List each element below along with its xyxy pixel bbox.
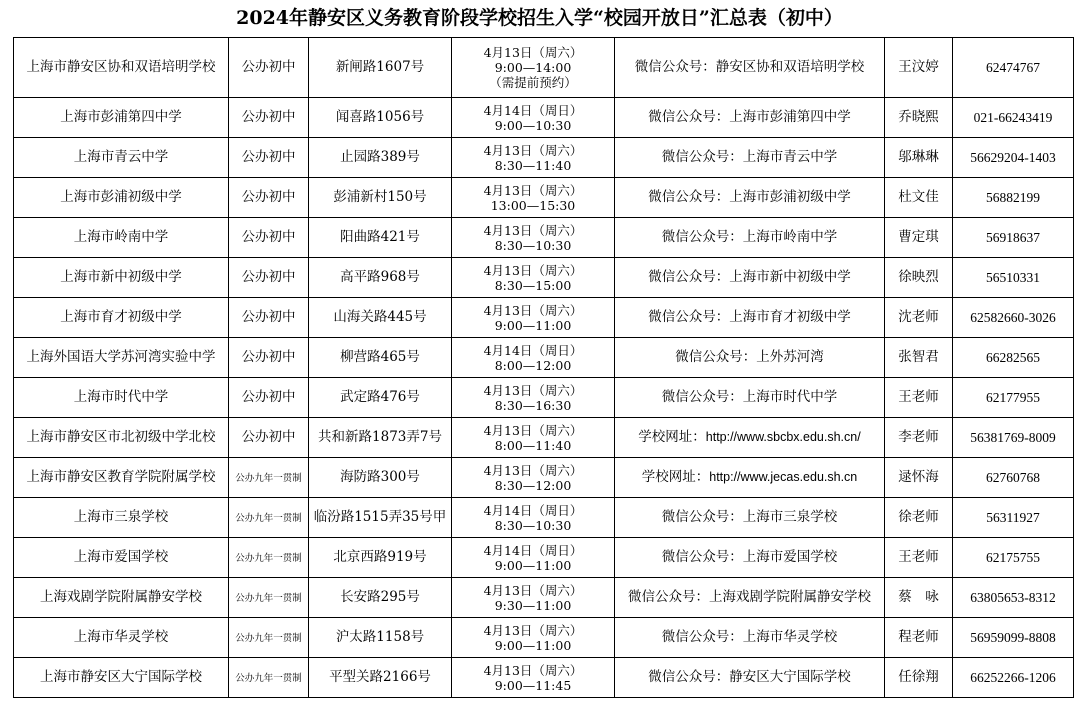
info-channel-label: 微信公众号： xyxy=(634,59,716,75)
contact-person-cell: 逯怀海 xyxy=(885,458,953,498)
address-cell: 闻喜路1056号 xyxy=(309,98,452,138)
contact-person-cell: 李老师 xyxy=(885,418,953,458)
wechat-account-name: 上海市青云中学 xyxy=(742,149,838,165)
school-type-cell xyxy=(229,138,309,178)
contact-person-cell: 王老师 xyxy=(885,538,953,578)
open-date: 4月13日（周六） xyxy=(483,182,583,198)
open-date: 4月14日（周日） xyxy=(483,542,583,558)
school-type-label: 公办初中 xyxy=(241,269,296,285)
phone-cell: 56629204-1403 xyxy=(953,138,1074,178)
wechat-account-name: 上海市时代中学 xyxy=(742,389,838,405)
wechat-account-name: 静安区协和双语培明学校 xyxy=(715,59,865,75)
address-cell: 山海关路445号 xyxy=(309,298,452,338)
phone-cell: 62760768 xyxy=(953,458,1074,498)
school-type-label: 公办九年一贯制 xyxy=(235,632,302,644)
open-hours: 9:00—14:00 xyxy=(494,60,572,75)
school-type-label: 公办九年一贯制 xyxy=(235,552,302,564)
open-date: 4月13日（周六） xyxy=(483,302,583,318)
address-cell: 彭浦新村150号 xyxy=(309,178,452,218)
info-channel-label: 微信公众号： xyxy=(661,149,743,165)
school-type-label: 公办初中 xyxy=(241,349,296,365)
school-website-link[interactable]: http://www.jecas.edu.sh.cn xyxy=(709,470,858,484)
open-date: 4月13日（周六） xyxy=(483,382,583,398)
address-cell: 长安路295号 xyxy=(309,578,452,618)
school-type-cell xyxy=(229,38,309,98)
school-name-cell: 上海市静安区教育学院附属学校 xyxy=(14,458,229,498)
school-type-cell xyxy=(229,178,309,218)
info-channel-cell xyxy=(615,498,885,538)
open-note: （需提前预约） xyxy=(489,75,577,90)
school-type-label: 公办九年一贯制 xyxy=(235,592,302,604)
open-time-cell xyxy=(452,298,615,338)
open-time-cell xyxy=(452,458,615,498)
info-channel-cell xyxy=(615,298,885,338)
info-channel-cell xyxy=(615,578,885,618)
open-date: 4月14日（周日） xyxy=(483,342,583,358)
open-day-table xyxy=(13,37,1074,698)
open-date: 4月13日（周六） xyxy=(483,422,583,438)
table-row xyxy=(14,378,1074,418)
contact-person-cell: 曹定琪 xyxy=(885,218,953,258)
wechat-account-name: 上海市新中初级中学 xyxy=(729,269,851,285)
open-hours: 8:30—10:30 xyxy=(494,237,572,253)
open-hours: 13:00—15:30 xyxy=(490,197,576,213)
table-row xyxy=(14,138,1074,178)
school-name-cell: 上海戏剧学院附属静安学校 xyxy=(14,578,229,618)
address-cell: 高平路968号 xyxy=(309,258,452,298)
school-type-cell xyxy=(229,578,309,618)
open-date: 4月13日（周六） xyxy=(483,262,583,278)
open-time-cell xyxy=(452,138,615,178)
contact-person-cell: 任徐翔 xyxy=(885,658,953,698)
info-channel-cell xyxy=(615,258,885,298)
open-hours: 9:00—11:45 xyxy=(494,677,572,693)
info-channel-label: 学校网址： xyxy=(641,469,710,485)
open-time-cell xyxy=(452,538,615,578)
open-date: 4月13日（周六） xyxy=(483,662,583,678)
open-time-cell xyxy=(452,578,615,618)
phone-cell: 63805653-8312 xyxy=(953,578,1074,618)
info-channel-label: 微信公众号： xyxy=(675,349,757,365)
phone-cell: 66282565 xyxy=(953,338,1074,378)
school-type-label: 公办初中 xyxy=(241,149,296,165)
school-name-cell: 上海市彭浦初级中学 xyxy=(14,178,229,218)
info-channel-cell xyxy=(615,178,885,218)
open-time-cell xyxy=(452,178,615,218)
phone-cell: 62582660-3026 xyxy=(953,298,1074,338)
info-channel-cell xyxy=(615,98,885,138)
address-cell: 海防路300号 xyxy=(309,458,452,498)
school-name-cell: 上海市三泉学校 xyxy=(14,498,229,538)
info-channel-label: 学校网址： xyxy=(638,429,706,445)
info-channel-cell xyxy=(615,338,885,378)
info-channel-cell xyxy=(615,538,885,578)
info-channel-label: 微信公众号： xyxy=(661,389,743,405)
table-body xyxy=(14,38,1074,698)
phone-cell: 62474767 xyxy=(953,38,1074,98)
phone-cell: 56918637 xyxy=(953,218,1074,258)
open-date: 4月13日（周六） xyxy=(483,582,583,598)
school-type-cell xyxy=(229,338,309,378)
school-type-label: 公办九年一贯制 xyxy=(235,472,302,484)
school-type-label: 公办初中 xyxy=(241,229,296,245)
table-row xyxy=(14,38,1074,98)
open-date: 4月14日（周日） xyxy=(483,502,583,518)
phone-cell: 56882199 xyxy=(953,178,1074,218)
open-date: 4月13日（周六） xyxy=(483,142,583,158)
open-date: 4月13日（周六） xyxy=(483,222,583,238)
open-hours: 8:30—15:00 xyxy=(494,277,572,293)
open-time-cell xyxy=(452,218,615,258)
open-time-cell xyxy=(452,378,615,418)
info-channel-label: 微信公众号： xyxy=(661,629,743,645)
info-channel-cell xyxy=(615,218,885,258)
open-time-cell xyxy=(452,418,615,458)
school-name-cell: 上海市岭南中学 xyxy=(14,218,229,258)
school-type-label: 公办初中 xyxy=(241,309,296,325)
wechat-account-name: 上海市华灵学校 xyxy=(742,629,838,645)
school-type-label: 公办初中 xyxy=(241,59,296,75)
phone-cell: 62177955 xyxy=(953,378,1074,418)
school-type-cell xyxy=(229,258,309,298)
contact-person-cell: 王老师 xyxy=(885,378,953,418)
school-name-cell: 上海市新中初级中学 xyxy=(14,258,229,298)
info-channel-label: 微信公众号： xyxy=(661,229,743,245)
open-hours: 8:30—12:00 xyxy=(494,477,572,493)
open-hours: 8:30—11:40 xyxy=(494,157,572,173)
table-row xyxy=(14,298,1074,338)
contact-person-cell: 王汶婷 xyxy=(885,38,953,98)
info-channel-cell xyxy=(615,458,885,498)
table-row xyxy=(14,98,1074,138)
wechat-account-name: 静安区大宁国际学校 xyxy=(729,669,851,685)
table-row xyxy=(14,418,1074,458)
school-type-cell xyxy=(229,618,309,658)
wechat-account-name: 上海市彭浦第四中学 xyxy=(729,109,851,125)
school-type-cell xyxy=(229,298,309,338)
contact-person-cell: 杜文佳 xyxy=(885,178,953,218)
contact-person-cell: 蔡 咏 xyxy=(885,578,953,618)
school-name-cell: 上海市彭浦第四中学 xyxy=(14,98,229,138)
table-row xyxy=(14,458,1074,498)
wechat-account-name: 上海戏剧学院附属静安学校 xyxy=(709,589,871,605)
school-type-label: 公办九年一贯制 xyxy=(235,672,302,684)
info-channel-cell xyxy=(615,38,885,98)
open-time-cell xyxy=(452,498,615,538)
table-row xyxy=(14,338,1074,378)
school-type-cell xyxy=(229,218,309,258)
info-channel-cell xyxy=(615,618,885,658)
table-row xyxy=(14,258,1074,298)
info-channel-cell xyxy=(615,378,885,418)
address-cell: 武定路476号 xyxy=(309,378,452,418)
contact-person-cell: 徐老师 xyxy=(885,498,953,538)
open-hours: 8:30—10:30 xyxy=(494,517,572,533)
open-time-cell xyxy=(452,258,615,298)
open-date: 4月13日（周六） xyxy=(483,622,583,638)
info-channel-cell xyxy=(615,138,885,178)
wechat-account-name: 上外苏河湾 xyxy=(756,349,824,365)
open-time-cell xyxy=(452,98,615,138)
open-hours: 9:00—11:00 xyxy=(494,557,572,573)
open-date: 4月13日（周六） xyxy=(483,462,583,478)
info-channel-label: 微信公众号： xyxy=(648,309,730,325)
address-cell: 柳营路465号 xyxy=(309,338,452,378)
open-hours: 9:00—11:00 xyxy=(494,637,572,653)
contact-person-cell: 邬琳琳 xyxy=(885,138,953,178)
school-type-label: 公办初中 xyxy=(241,389,296,405)
open-hours: 9:00—11:00 xyxy=(494,317,572,333)
school-type-cell xyxy=(229,98,309,138)
school-type-cell xyxy=(229,458,309,498)
school-type-cell xyxy=(229,498,309,538)
school-name-cell: 上海市华灵学校 xyxy=(14,618,229,658)
wechat-account-name: 上海市彭浦初级中学 xyxy=(729,189,851,205)
phone-cell: 56311927 xyxy=(953,498,1074,538)
wechat-account-name: 上海市岭南中学 xyxy=(742,229,838,245)
open-time-cell xyxy=(452,338,615,378)
school-website-link[interactable]: http://www.sbcbx.edu.sh.cn/ xyxy=(705,430,861,444)
open-hours: 8:00—11:40 xyxy=(494,437,572,453)
table-row xyxy=(14,218,1074,258)
open-hours: 8:30—16:30 xyxy=(494,397,572,413)
open-time-cell xyxy=(452,38,615,98)
table-row xyxy=(14,578,1074,618)
school-name-cell: 上海市青云中学 xyxy=(14,138,229,178)
school-type-label: 公办九年一贯制 xyxy=(235,512,302,524)
address-cell: 临汾路1515弄35号甲 xyxy=(309,498,452,538)
address-cell: 新闸路1607号 xyxy=(309,38,452,98)
info-channel-label: 微信公众号： xyxy=(648,109,730,125)
open-hours: 8:00—12:00 xyxy=(494,357,572,373)
open-time-cell xyxy=(452,618,615,658)
address-cell: 沪太路1158号 xyxy=(309,618,452,658)
open-hours: 9:30—11:00 xyxy=(494,597,572,613)
school-type-cell xyxy=(229,418,309,458)
contact-person-cell: 张智君 xyxy=(885,338,953,378)
table-row xyxy=(14,538,1074,578)
info-channel-cell xyxy=(615,418,885,458)
wechat-account-name: 上海市育才初级中学 xyxy=(729,309,851,325)
wechat-account-name: 上海市三泉学校 xyxy=(742,509,838,525)
phone-cell: 56381769-8009 xyxy=(953,418,1074,458)
open-time-cell xyxy=(452,658,615,698)
info-channel-label: 微信公众号： xyxy=(628,589,709,605)
table-row xyxy=(14,618,1074,658)
open-date: 4月13日（周六） xyxy=(483,45,583,60)
info-channel-label: 微信公众号： xyxy=(661,549,743,565)
school-name-cell: 上海市时代中学 xyxy=(14,378,229,418)
address-cell: 北京西路919号 xyxy=(309,538,452,578)
info-channel-label: 微信公众号： xyxy=(648,669,730,685)
school-name-cell: 上海市静安区市北初级中学北校 xyxy=(14,418,229,458)
school-name-cell: 上海市育才初级中学 xyxy=(14,298,229,338)
contact-person-cell: 乔晓熙 xyxy=(885,98,953,138)
school-name-cell: 上海外国语大学苏河湾实验中学 xyxy=(14,338,229,378)
address-cell: 阳曲路421号 xyxy=(309,218,452,258)
contact-person-cell: 程老师 xyxy=(885,618,953,658)
table-row xyxy=(14,658,1074,698)
info-channel-cell xyxy=(615,658,885,698)
info-channel-label: 微信公众号： xyxy=(661,509,743,525)
school-name-cell: 上海市静安区大宁国际学校 xyxy=(14,658,229,698)
table-row xyxy=(14,498,1074,538)
school-type-cell xyxy=(229,538,309,578)
school-type-label: 公办初中 xyxy=(241,189,296,205)
phone-cell: 62175755 xyxy=(953,538,1074,578)
page-title: 2024年静安区义务教育阶段学校招生入学“校园开放日”汇总表（初中） xyxy=(236,7,843,29)
address-cell: 止园路389号 xyxy=(309,138,452,178)
school-type-label: 公办初中 xyxy=(241,109,296,125)
phone-cell: 66252266-1206 xyxy=(953,658,1074,698)
phone-cell: 56510331 xyxy=(953,258,1074,298)
contact-person-cell: 徐映烈 xyxy=(885,258,953,298)
phone-cell: 56959099-8808 xyxy=(953,618,1074,658)
address-cell: 平型关路2166号 xyxy=(309,658,452,698)
address-cell: 共和新路1873弄7号 xyxy=(309,418,452,458)
open-date: 4月14日（周日） xyxy=(483,102,583,118)
school-type-label: 公办初中 xyxy=(241,429,296,445)
school-name-cell: 上海市爱国学校 xyxy=(14,538,229,578)
wechat-account-name: 上海市爱国学校 xyxy=(742,549,838,565)
info-channel-label: 微信公众号： xyxy=(648,269,730,285)
open-hours: 9:00—10:30 xyxy=(494,117,572,133)
school-type-cell xyxy=(229,658,309,698)
info-channel-label: 微信公众号： xyxy=(648,189,730,205)
table-row xyxy=(14,178,1074,218)
school-name-cell: 上海市静安区协和双语培明学校 xyxy=(14,38,229,98)
phone-cell: 021-66243419 xyxy=(953,98,1074,138)
contact-person-cell: 沈老师 xyxy=(885,298,953,338)
school-type-cell xyxy=(229,378,309,418)
